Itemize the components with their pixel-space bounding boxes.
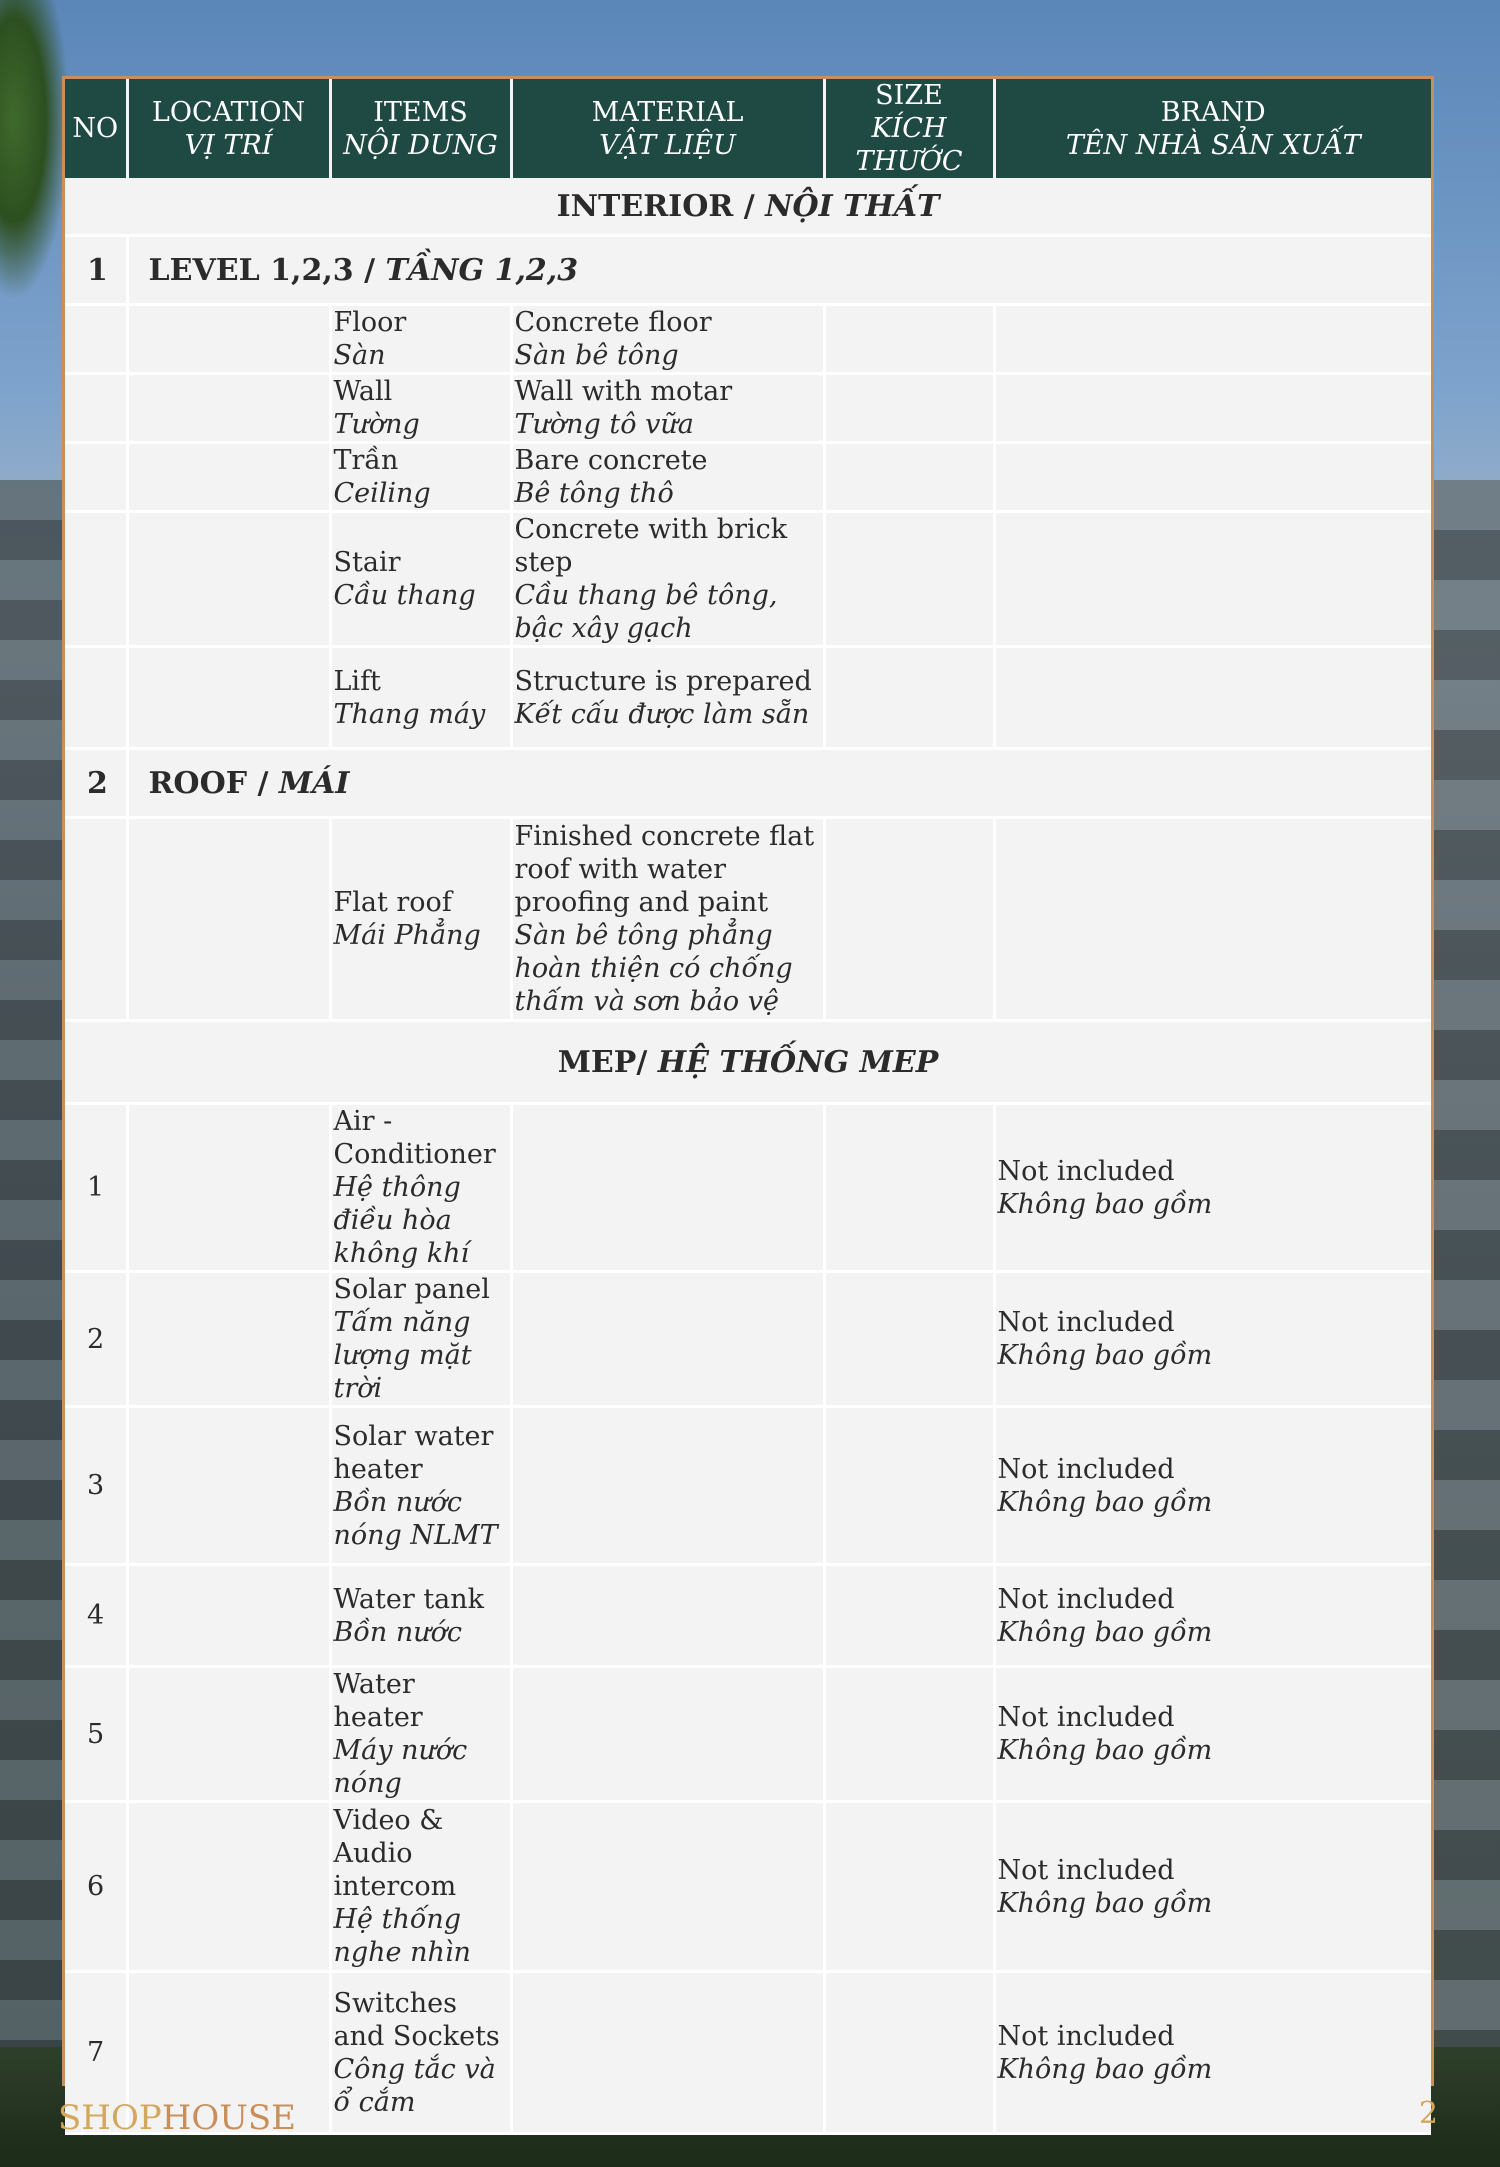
brand-cell — [994, 1272, 1431, 1407]
location-cell — [127, 647, 330, 749]
item-vi: Thang máy — [333, 698, 486, 730]
material-cell — [511, 1802, 824, 1972]
size-cell — [824, 1104, 994, 1272]
group-number: 2 — [65, 749, 127, 818]
item-en: Lift — [333, 665, 381, 697]
brand-en: Not included — [997, 1155, 1175, 1187]
location-cell — [127, 443, 330, 512]
item-en: Floor — [333, 307, 407, 338]
group-row-roof — [65, 749, 1431, 818]
material-en: Concrete with brick step — [514, 514, 788, 578]
item-en: Switches and Sockets — [333, 1987, 500, 2052]
item-en: Trần — [333, 445, 399, 476]
section-title: MEP/ HỆ THỐNG MEP — [65, 1021, 1431, 1104]
material-vi: Kết cấu được làm sẵn — [514, 698, 810, 730]
table-row — [65, 512, 1431, 647]
location-cell — [127, 1565, 330, 1667]
section-title: INTERIOR / NỘI THẤT — [65, 178, 1431, 236]
size-cell — [824, 512, 994, 647]
material-cell — [511, 647, 824, 749]
material-cell — [511, 1407, 824, 1565]
brand-vi: Không bao gồm — [997, 1486, 1213, 1518]
location-cell — [127, 818, 330, 1021]
table-row — [65, 1802, 1431, 1972]
brand-cell — [994, 374, 1431, 443]
material-cell — [511, 443, 824, 512]
page-number: 2 — [1418, 2096, 1438, 2131]
item-en: Video & Audio intercom — [333, 1805, 457, 1902]
material-cell — [511, 1667, 824, 1802]
header-size: SIZE KÍCH THƯỚC — [824, 79, 994, 178]
group-title: ROOF / MÁI — [127, 749, 1431, 818]
brand-cell — [994, 1802, 1431, 1972]
item-cell — [330, 1407, 511, 1565]
brand-cell — [994, 1565, 1431, 1667]
material-cell — [511, 512, 824, 647]
material-en: Finished concrete flat roof with water proofing and paint — [514, 821, 815, 918]
group-row-level — [65, 236, 1431, 305]
item-cell — [330, 1667, 511, 1802]
item-cell — [330, 1802, 511, 1972]
table-row — [65, 1667, 1431, 1802]
material-vi: Cầu thang bê tông, bậc xây gạch — [514, 580, 778, 644]
item-vi: Tấm năng lượng mặt trời — [333, 1307, 472, 1404]
material-en: Bare concrete — [514, 445, 708, 476]
size-cell — [824, 1667, 994, 1802]
size-cell — [824, 305, 994, 374]
material-vi: Tường tô vữa — [514, 409, 694, 440]
material-cell — [511, 1272, 824, 1407]
header-brand: BRAND TÊN NHÀ SẢN XUẤT — [994, 79, 1431, 178]
header-items: ITEMS NỘI DUNG — [330, 79, 511, 178]
location-cell — [127, 1104, 330, 1272]
item-vi: Bồn nước nóng NLMT — [333, 1486, 498, 1551]
brand-en: Not included — [997, 1307, 1175, 1338]
size-cell — [824, 1272, 994, 1407]
section-mep — [65, 1021, 1431, 1104]
item-vi: Cầu thang — [333, 580, 476, 611]
material-vi: Sàn bê tông phẳng hoàn thiện có chống thấm và sơn bảo vệ — [514, 920, 793, 1017]
item-vi: Máy nước nóng — [333, 1735, 468, 1799]
size-cell — [824, 374, 994, 443]
size-cell — [824, 1407, 994, 1565]
brand-en: Not included — [997, 1453, 1175, 1485]
size-cell — [824, 818, 994, 1021]
item-vi: Công tắc và ổ cắm — [333, 2053, 496, 2118]
material-cell — [511, 818, 824, 1021]
brand-vi: Không bao gồm — [997, 1340, 1213, 1371]
table-row — [65, 818, 1431, 1021]
item-cell — [330, 818, 511, 1021]
item-en: Stair — [333, 547, 401, 578]
size-cell — [824, 443, 994, 512]
item-vi: Mái Phẳng — [333, 920, 481, 951]
item-en: Solar panel — [333, 1274, 490, 1305]
item-en: Water heater — [333, 1669, 423, 1733]
material-en: Wall with motar — [514, 376, 733, 407]
row-number — [65, 374, 127, 443]
brand-en: Not included — [997, 1583, 1175, 1615]
material-cell — [511, 1972, 824, 2134]
brand-en: Not included — [997, 1854, 1175, 1886]
material-vi: Bê tông thô — [514, 478, 674, 509]
spec-table-frame — [62, 76, 1434, 2118]
location-cell — [127, 1667, 330, 1802]
group-number: 1 — [65, 236, 127, 305]
material-cell — [511, 1104, 824, 1272]
row-number — [65, 305, 127, 374]
item-vi: Tường — [333, 409, 420, 440]
item-cell — [330, 1104, 511, 1272]
brand-vi: Không bao gồm — [997, 1735, 1213, 1766]
location-cell — [127, 512, 330, 647]
row-number: 6 — [65, 1802, 127, 1972]
specification-table — [65, 79, 1431, 2135]
item-cell — [330, 647, 511, 749]
item-cell — [330, 443, 511, 512]
location-cell — [127, 1407, 330, 1565]
item-cell — [330, 374, 511, 443]
brand-cell — [994, 443, 1431, 512]
item-cell — [330, 512, 511, 647]
brand-cell — [994, 818, 1431, 1021]
size-cell — [824, 1802, 994, 1972]
section-interior — [65, 178, 1431, 236]
group-title: LEVEL 1,2,3 / TẦNG 1,2,3 — [127, 236, 1431, 305]
table-row — [65, 443, 1431, 512]
item-cell — [330, 1565, 511, 1667]
item-vi: Hệ thông điều hòa không khí — [333, 1172, 470, 1269]
brand-vi: Không bao gồm — [997, 1616, 1213, 1648]
header-location: LOCATION VỊ TRÍ — [127, 79, 330, 178]
item-en: Wall — [333, 376, 393, 407]
material-vi: Sàn bê tông — [514, 340, 679, 371]
item-vi: Sàn — [333, 340, 386, 371]
item-vi: Hệ thống nghe nhìn — [333, 1904, 471, 1968]
brand-vi: Không bao gồm — [997, 1887, 1213, 1919]
item-en: Solar water heater — [333, 1420, 494, 1485]
brand-en: Not included — [997, 1702, 1175, 1733]
row-number: 3 — [65, 1407, 127, 1565]
location-cell — [127, 305, 330, 374]
brand-cell — [994, 1407, 1431, 1565]
row-number — [65, 647, 127, 749]
brand-cell — [994, 1104, 1431, 1272]
table-row — [65, 1407, 1431, 1565]
header-no: NO — [65, 79, 127, 178]
brand-cell — [994, 305, 1431, 374]
header-row — [65, 79, 1431, 178]
material-en: Concrete floor — [514, 307, 712, 338]
item-vi: Bồn nước — [333, 1616, 462, 1648]
row-number: 7 — [65, 1972, 127, 2134]
row-number: 1 — [65, 1104, 127, 1272]
brand-cell — [994, 1667, 1431, 1802]
material-cell — [511, 305, 824, 374]
building-facade-left — [0, 480, 64, 2060]
table-row — [65, 1565, 1431, 1667]
location-cell — [127, 1802, 330, 1972]
brand-en: Not included — [997, 2020, 1175, 2052]
brand-vi: Không bao gồm — [997, 2053, 1213, 2085]
brand-vi: Không bao gồm — [997, 1188, 1213, 1220]
brand-cell — [994, 647, 1431, 749]
table-row — [65, 305, 1431, 374]
material-en: Structure is prepared — [514, 665, 812, 697]
size-cell — [824, 1972, 994, 2134]
table-row — [65, 1104, 1431, 1272]
location-cell — [127, 374, 330, 443]
item-cell — [330, 305, 511, 374]
tree-foliage — [0, 0, 70, 300]
material-cell — [511, 374, 824, 443]
location-cell — [127, 1272, 330, 1407]
material-cell — [511, 1565, 824, 1667]
row-number — [65, 512, 127, 647]
size-cell — [824, 1565, 994, 1667]
size-cell — [824, 647, 994, 749]
item-en: Flat roof — [333, 887, 452, 918]
item-cell — [330, 1972, 511, 2134]
table-row — [65, 647, 1431, 749]
item-cell — [330, 1272, 511, 1407]
row-number: 2 — [65, 1272, 127, 1407]
item-en: Water tank — [333, 1583, 485, 1615]
row-number: 4 — [65, 1565, 127, 1667]
row-number: 5 — [65, 1667, 127, 1802]
brand-cell — [994, 512, 1431, 647]
building-facade-right — [1432, 480, 1500, 2060]
table-row — [65, 1272, 1431, 1407]
brand-cell — [994, 1972, 1431, 2134]
item-en: Air - Conditioner — [333, 1106, 496, 1170]
table-row — [65, 374, 1431, 443]
shophouse-logo: SHOPHOUSE — [58, 2098, 296, 2138]
header-material: MATERIAL VẬT LIỆU — [511, 79, 824, 178]
row-number — [65, 443, 127, 512]
item-vi: Ceiling — [333, 478, 431, 509]
row-number — [65, 818, 127, 1021]
